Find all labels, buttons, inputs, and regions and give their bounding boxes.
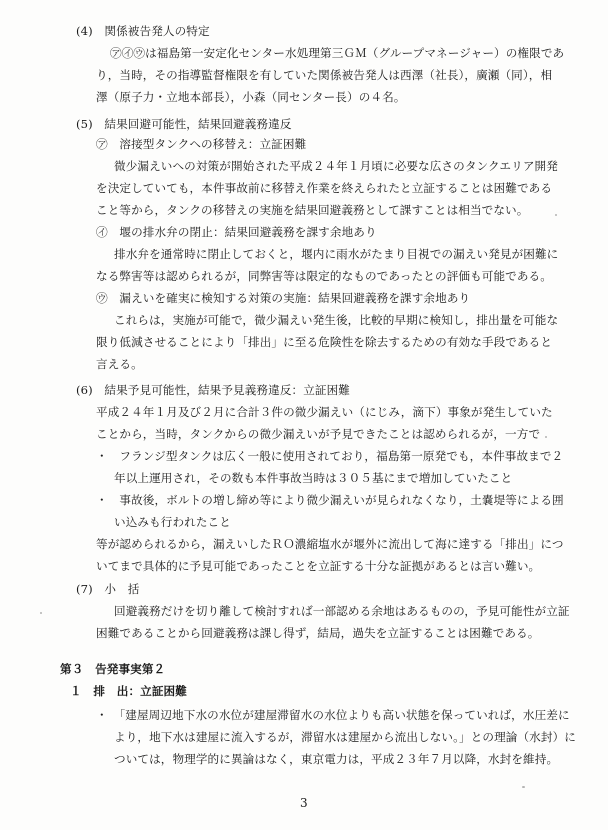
body-line: 困難であることから回避義務は課し得ず，結局，過失を立証することは困難である。 — [96, 626, 540, 640]
part-3-heading: 第３ 告発事実第２ — [60, 662, 166, 676]
section-4-heading: (4) 関係被告発人の特定 — [76, 24, 210, 38]
body-line: 限り低減させることにより「排出」に至る危険性を除去するための有効な手段であると — [96, 335, 553, 349]
body-line: 微少漏えいへの対策が開始された平成２４年１月頃に必要な広さのタンクエリア開発 — [114, 159, 558, 173]
body-line: 平成２４年１月及び２月に合計３件の微少漏えい（にじみ，滴下）事象が発生していた — [96, 405, 553, 419]
scan-speck — [522, 786, 525, 788]
page-number: 3 — [300, 796, 308, 810]
section-7-heading: (7) 小 括 — [76, 582, 140, 596]
body-line: いてまで具体的に予見可能であったことを立証する十分な証拠があるとは言い難い。 — [96, 559, 541, 573]
body-line: これらは，実施が可能で，微少漏えい発生後，比較的早期に検知し，排出量を可能な — [114, 313, 559, 327]
subsection-heading: ㋐ 溶接型タンクへの移替え：立証困難 — [96, 137, 307, 151]
subsection-heading: ㋑ 堰の排水弁の閉止：結果回避義務を課す余地あり — [96, 225, 377, 239]
body-line: い込みも行われたこと — [114, 515, 231, 529]
body-line: を決定していても，本件事故前に移替え作業を終えられたと立証することは困難である — [96, 181, 553, 195]
body-line: より，地下水は建屋に流入するが，滞留水は建屋から流出しない。」との理論（水封）に — [114, 730, 576, 744]
body-line: ㋐㋑㋒は福島第一安定化センター水処理第三ＧＭ（グループマネージャー）の権限であ — [110, 46, 565, 60]
body-line: こと等から，タンクの移替えの実施を結果回避義務として課すことは相当でない。 — [96, 203, 529, 217]
section-5-heading: (5) 結果回避可能性，結果回避義務違反 — [76, 117, 292, 131]
subsection-heading: １ 排 出：立証困難 — [70, 684, 187, 698]
body-line: ことから，当時，タンクからの微少漏えいが予見できたことは認められるが，一方で — [96, 427, 541, 441]
body-line: ついては，物理学的に異論はなく，東京電力は，平成２３年７月以降，水封を維持。 — [114, 752, 559, 766]
body-line: 排水弁を通常時に閉止しておくと，堰内に雨水がたまり目視での漏えい発見が困難に — [114, 247, 559, 261]
body-line: なる弊害等は認められるが，同弊害等は限定的なものであったとの評価も可能である。 — [96, 269, 552, 283]
body-line: 澤（原子力・立地本部長），小森（同センター長）の４名。 — [96, 90, 406, 104]
body-line: 言える。 — [96, 357, 143, 371]
scan-speck — [555, 214, 557, 216]
scan-speck — [545, 436, 547, 438]
bullet-line: ・ フランジ型タンクは広く一般に使用されており，福島第一原発でも，本件事故まで２ — [96, 449, 564, 463]
body-line: 等が認められるから，漏えいしたＲＯ濃縮塩水が堰外に流出して海に達する「排出」につ — [96, 537, 564, 551]
body-line: 年以上運用され，その数も本件事故当時は３０５基にまで増加していたこと — [114, 471, 513, 485]
bullet-line: ・ 事故後，ボルトの増し締め等により微少漏えいが見られなくなり，土嚢堤等による囲 — [96, 493, 564, 507]
section-6-heading: (6) 結果予見可能性，結果予見義務違反：立証困難 — [76, 383, 350, 397]
bullet-line: ・ 「建屋周辺地下水の水位が建屋滞留水の水位よりも高い状態を保っていれば，水圧差に — [96, 708, 570, 722]
body-line: り，当時，その指導監督権限を有していた関係被告発人は西澤（社長），廣瀬（同），相 — [96, 68, 553, 82]
body-line: 回避義務だけを切り離して検討すれば一部認める余地はあるものの，予見可能性が立証 — [114, 604, 570, 618]
subsection-heading: ㋒ 漏えいを確実に検知する対策の実施：結果回避義務を課す余地あり — [96, 291, 471, 305]
scan-speck — [40, 612, 42, 614]
